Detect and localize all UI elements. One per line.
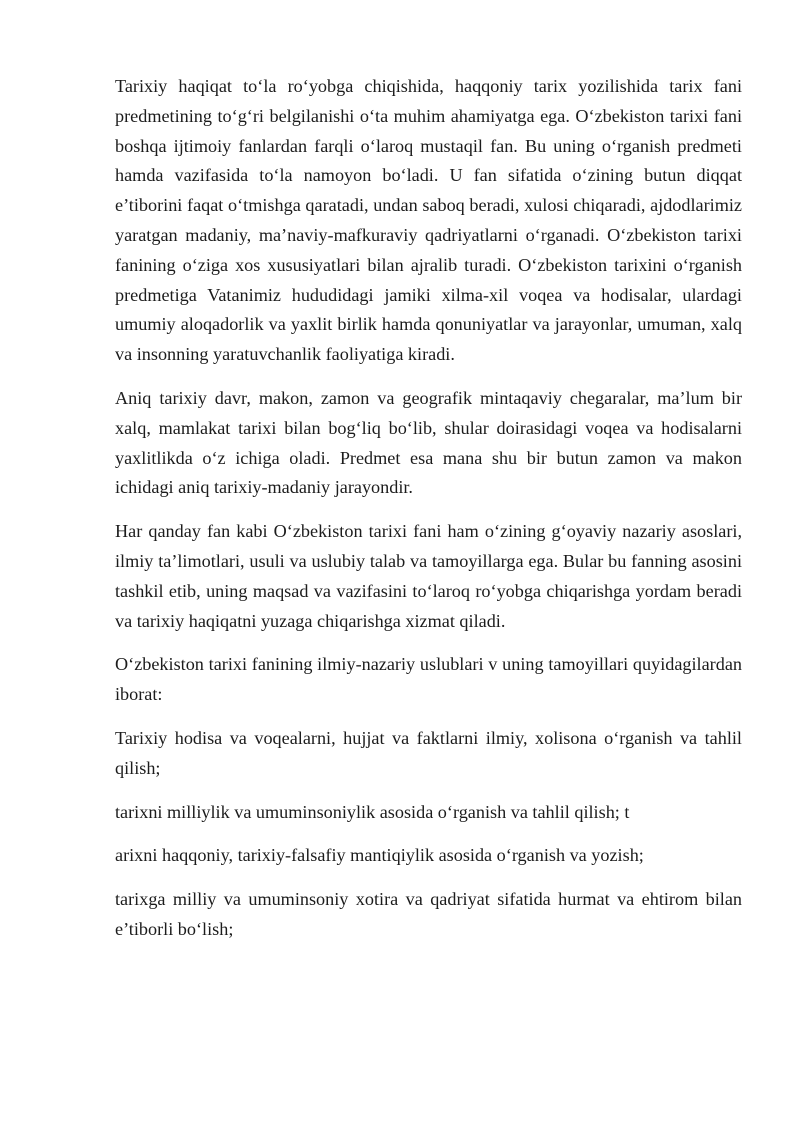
list-item: Tarixiy hodisa va voqealarni, hujjat va faktlarni ilmiy, xolisona o‘rganish va tahlil qilish; (115, 727, 742, 778)
paragraph-subject-of-history: Tarixiy haqiqat to‘la ro‘yobga chiqishida, haqqoniy tarix yozilishida tarix fani predmetining to‘g‘ri belgilanishi o‘ta muhim ahamiyatga ega. O‘zbekiston tarixi fani boshqa ijtimoiy fanlardan farqli o‘laroq mustaqil fan. Bu uning o‘rganish predmeti hamda vazifasida to‘la namoyon bo‘ladi. U fan sifatida o‘zining butun diqqat e’tiborini faqat o‘tmishga qaratadi, undan saboq beradi, xulosi chiqaradi, ajdodlarimiz yaratgan madaniy, ma’naviy-mafkuraviy qadriyatlarni o‘rganadi. O‘zbekiston tarixi fanining o‘ziga xos xususiyatlari bilan ajralib turadi. O‘zbekiston tarixini o‘rganish predmetiga Vatanimiz hududidagi jamiki xilma-xil voqea va hodisalar, ulardagi umumiy aloqadorlik va yaxlit birlik hamda qonuniyatlar va jarayonlar, umuman, xalq va insonning yaratuvchanlik faoliyatiga kiradi. (115, 76, 742, 365)
list-item: tarixni milliylik va umuminsoniylik asosida o‘rganish va tahlil qilish; t (115, 801, 630, 822)
paragraph-historical-period: Aniq tarixiy davr, makon, zamon va geografik mintaqaviy chegaralar, ma’lum bir xalq, mamlakat tarixi bilan bog‘liq bo‘lib, shular doirasidagi voqea va hodisalarni yaxlitlikda o‘z ichiga oladi. Predmet esa mana shu bir butun zamon va makon ichidagi aniq tarixiy-madaniy jarayondir. (115, 387, 742, 498)
document-page (115, 72, 742, 959)
paragraph-theoretical-foundations: Har qanday fan kabi O‘zbekiston tarixi fani ham o‘zining g‘oyaviy nazariy asoslari, ilmiy ta’limotlari, usuli va uslubiy talab va tamoyillarga ega. Bular bu fanning asosini tashkil etib, uning maqsad va vazifasini to‘laroq ro‘yobga chiqarishga yordam beradi va tarixiy haqiqatni yuzaga chiqarishga xizmat qiladi. (115, 521, 742, 631)
list-item: arixni haqqoniy, tarixiy-falsafiy mantiqiylik asosida o‘rganish va yozish; (115, 845, 644, 866)
paragraph-methods-intro: O‘zbekiston tarixi fanining ilmiy-nazariy uslublari v uning tamoyillari quyidagilardan iborat: (115, 654, 742, 705)
list-item: tarixga milliy va umuminsoniy xotira va qadriyat sifatida hurmat va ehtirom bilan e’tiborli bo‘lish; (115, 889, 742, 939)
